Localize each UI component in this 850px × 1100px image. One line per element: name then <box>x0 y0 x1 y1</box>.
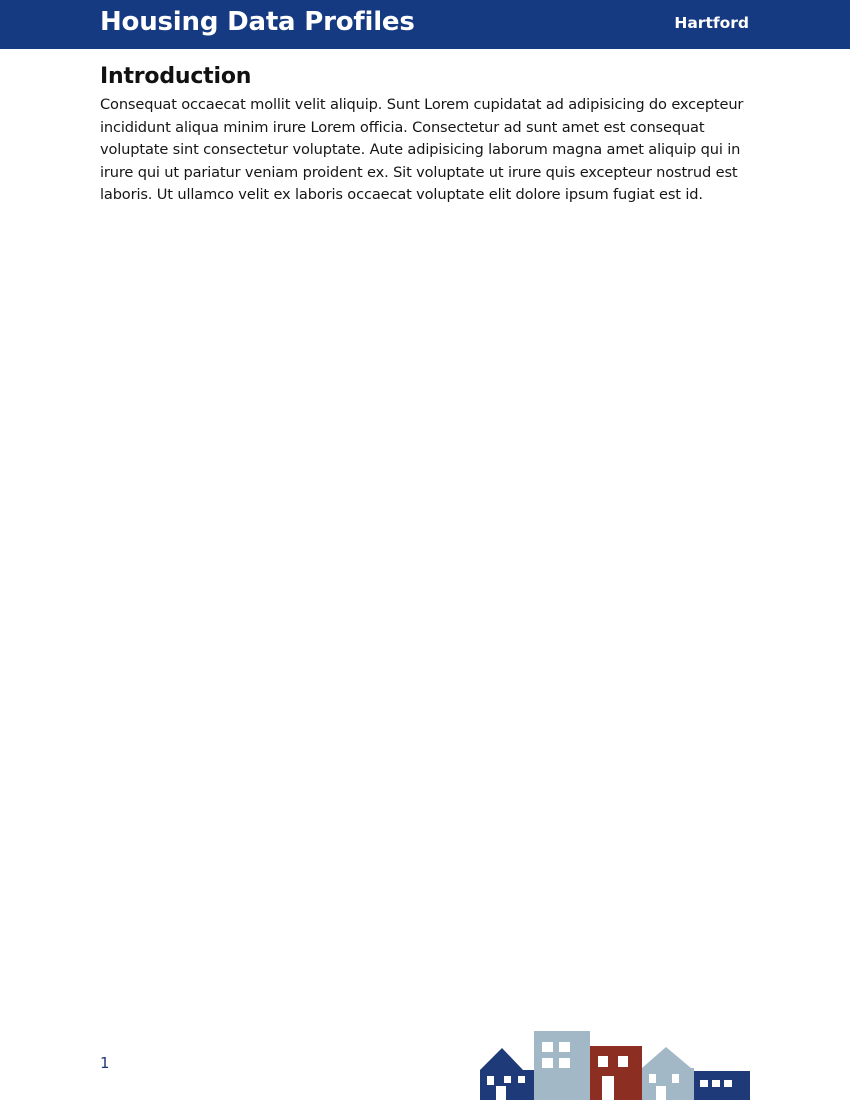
intro-paragraph: Consequat occaecat mollit velit aliquip. Sunt Lorem cupidatat ad adipisicing do excepteur incididunt aliqua minim irure Lorem officia. Consectetur ad sunt amet est consequat voluptate sint consectetur voluptate. Aute adipisicing laborum magna amet aliquip qui in irure qui ut pariatur veniam proident ex. Sit voluptate ut irure quis excepteur nostrud est laboris. Ut ullamco velit ex laboris occaecat voluptate elit dolore ipsum fugiat est id. <box>100 96 744 204</box>
dark-house-shape <box>480 1048 536 1100</box>
document-title: Housing Data Profiles <box>100 7 415 37</box>
header-bar <box>0 0 850 49</box>
light-house-shape <box>642 1047 694 1100</box>
houses-skyline-icon <box>478 1028 752 1100</box>
red-building-shape <box>590 1046 642 1100</box>
section-heading: Introduction <box>100 64 252 89</box>
location-label: Hartford <box>674 14 749 32</box>
page-number: 1 <box>100 1054 110 1072</box>
